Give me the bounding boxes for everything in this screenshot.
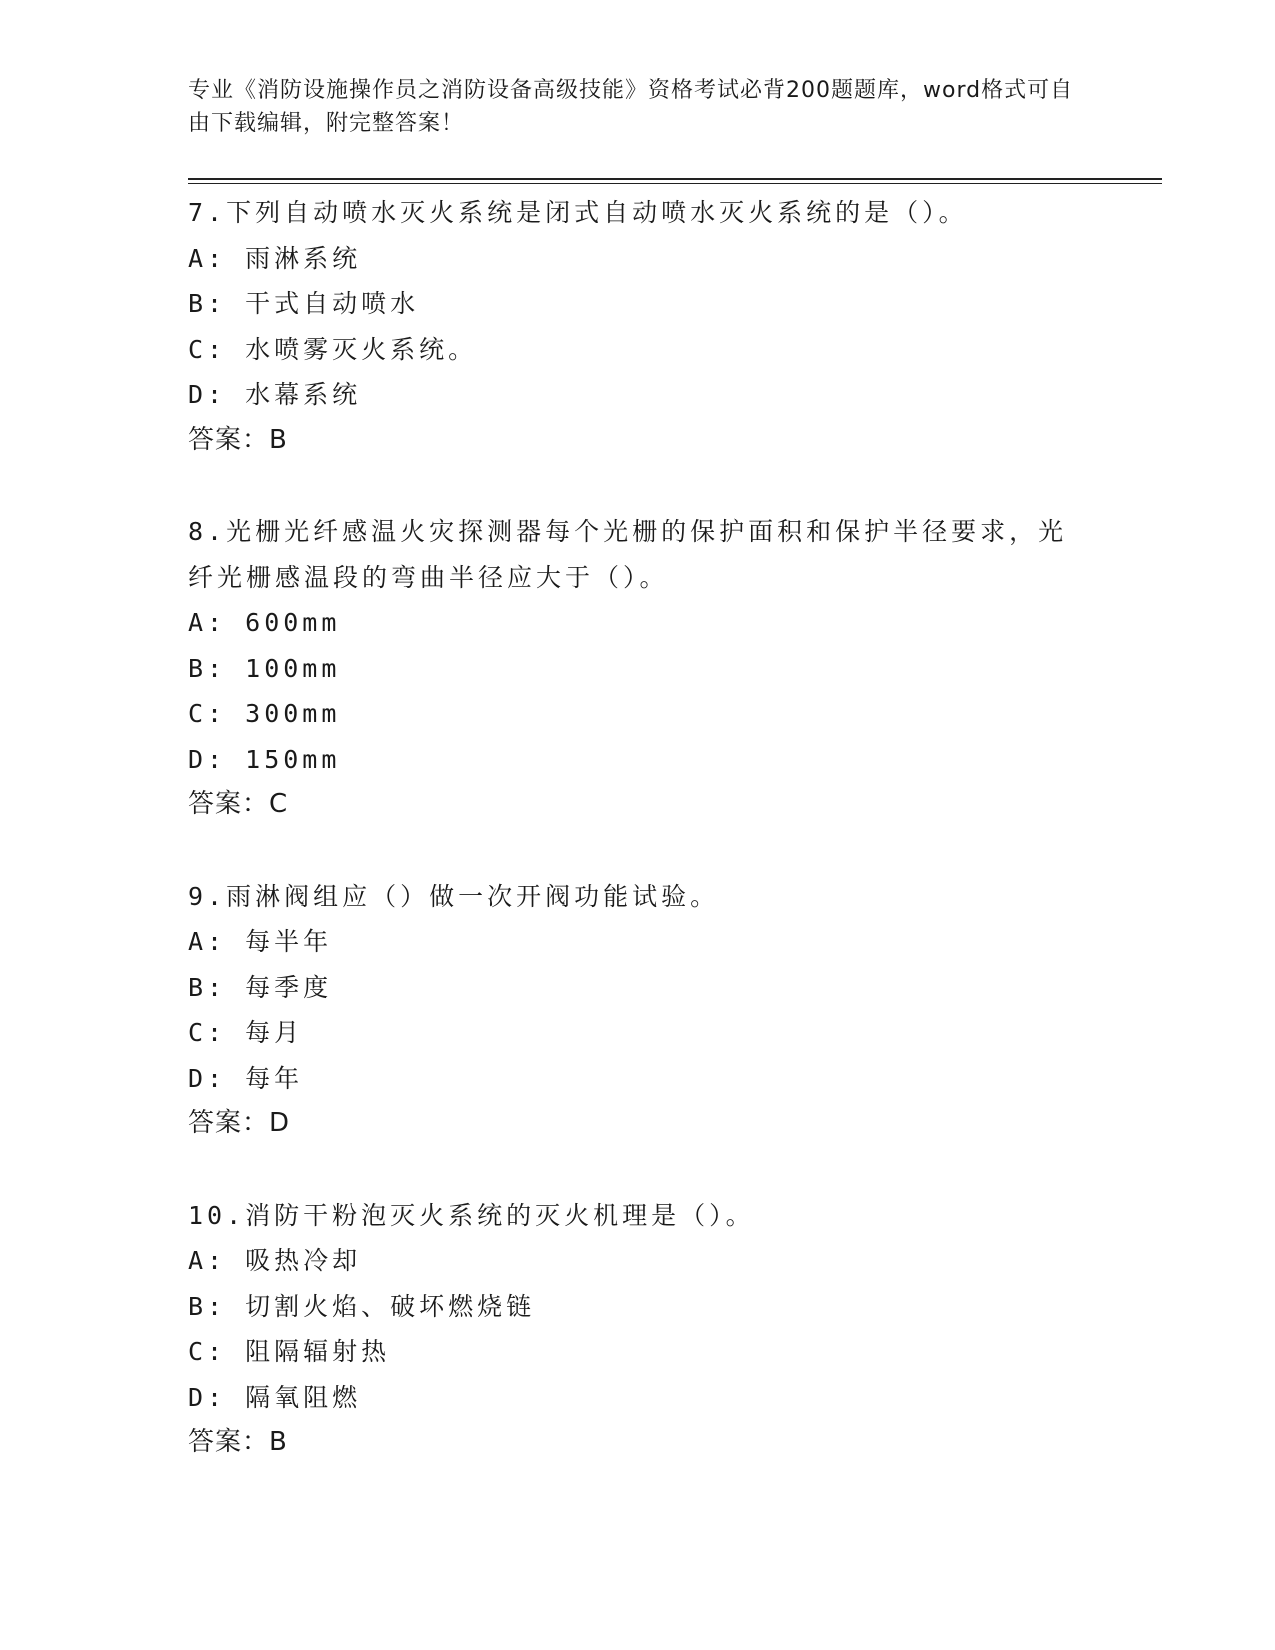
option-c: C: 300mm [188, 699, 341, 728]
option-c: C: 每月 [188, 1018, 304, 1047]
option-a: A: 每半年 [188, 927, 333, 956]
option-d: D: 水幕系统 [188, 380, 362, 409]
question-7 [188, 190, 1088, 463]
header-divider-thin [188, 183, 1162, 184]
option-b: B: 切割火焰、破坏燃烧链 [188, 1291, 536, 1321]
option-b: B: 每季度 [188, 972, 333, 1002]
question-9 [188, 874, 1088, 1147]
option-b: B: 干式自动喷水 [188, 289, 420, 318]
question-text: 10.消防干粉泡灭火系统的灭火机理是（）。 [188, 1200, 755, 1230]
header-divider-thick [188, 178, 1162, 180]
answer: 答案：B [188, 1427, 288, 1457]
question-text: 9.雨淋阀组应（）做一次开阀功能试验。 [188, 881, 720, 911]
answer: 答案：B [188, 424, 288, 455]
document-header: 专业《消防设施操作员之消防设备高级技能》资格考试必背200题题库，word格式可自由下载编辑，附完整答案！ [188, 78, 1074, 136]
option-c: C: 水喷雾灭火系统。 [188, 334, 478, 364]
option-a: A: 吸热冷却 [188, 1246, 362, 1275]
question-text: 7.下列自动喷水灭火系统是闭式自动喷水灭火系统的是（）。 [188, 198, 968, 227]
option-d: D: 150mm [188, 744, 341, 774]
answer: 答案：C [188, 789, 289, 819]
option-a: A: 雨淋系统 [188, 243, 362, 273]
question-8 [188, 509, 1088, 828]
question-10 [188, 1193, 1088, 1466]
answer: 答案：D [188, 1108, 291, 1138]
option-b: B: 100mm [188, 653, 341, 683]
question-text: 8.光栅光纤感温火灾探测器每个光栅的保护面积和保护半径要求，光纤光栅感温段的弯曲半径应大于（）。 [188, 517, 1068, 592]
option-c: C: 阻隔辐射热 [188, 1337, 391, 1366]
option-d: D: 每年 [188, 1063, 304, 1093]
question-gap [188, 1147, 1088, 1193]
question-gap [188, 828, 1088, 874]
option-a: A: 600mm [188, 608, 341, 637]
question-list [188, 190, 1088, 1466]
option-d: D: 隔氧阻燃 [188, 1382, 362, 1412]
question-gap [188, 463, 1088, 509]
